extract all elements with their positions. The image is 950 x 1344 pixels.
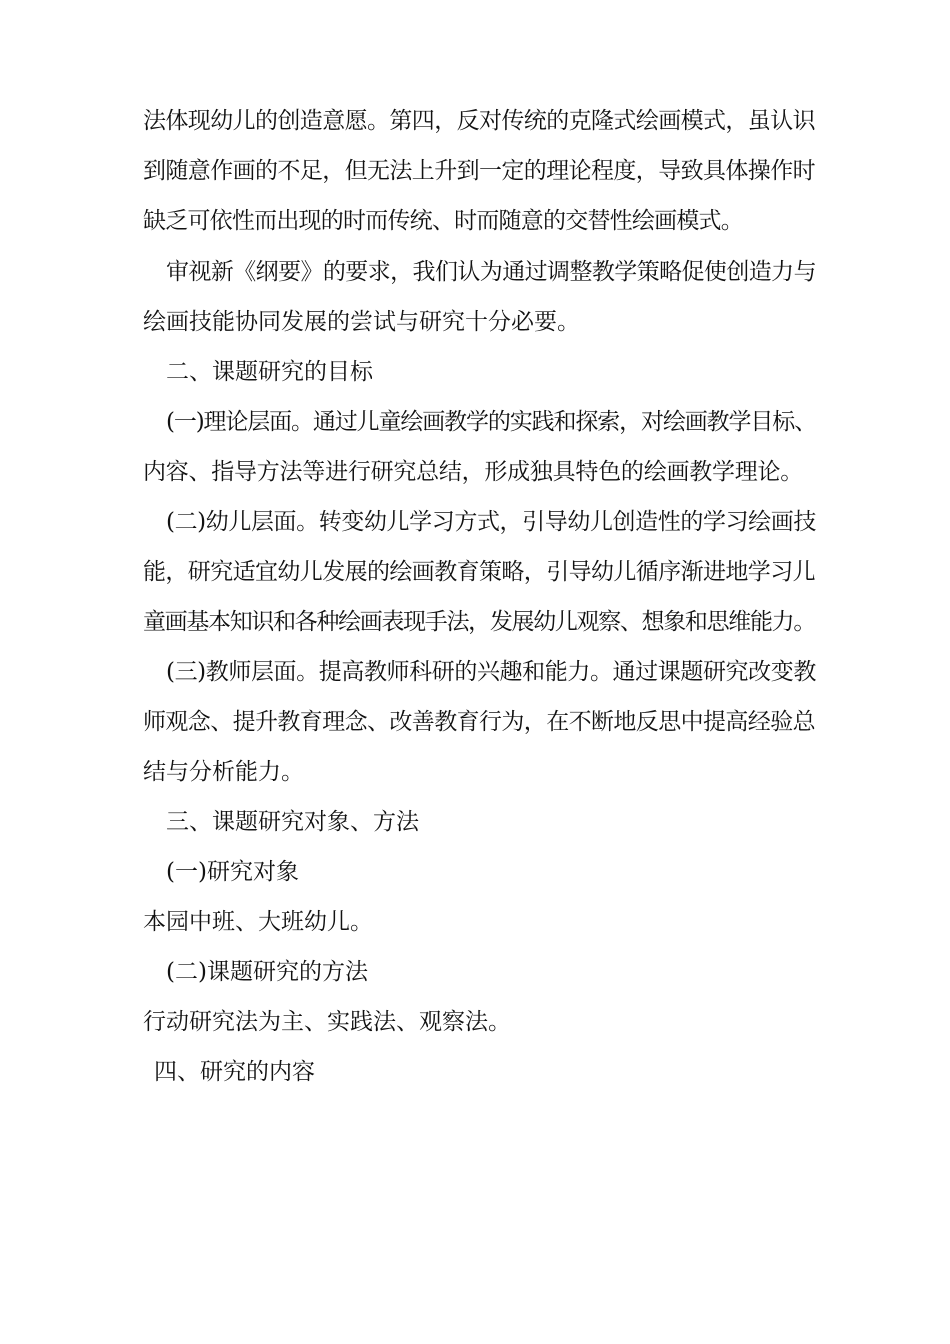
text-line: (二)幼儿层面。转变幼儿学习方式，引导幼儿创造性的学习绘画技 [166,509,816,535]
section-heading: 四、研究的内容 [154,1059,315,1085]
text-line: 行动研究法为主、实践法、观察法。 [143,1009,511,1035]
text-line: 师观念、提升教育理念、改善教育行为，在不断地反思中提高经验总 [143,709,816,735]
text-line: (一)理论层面。通过儿童绘画教学的实践和探索，对绘画教学目标、 [166,409,816,435]
text-line: 结与分析能力。 [143,759,304,785]
text-line: 到随意作画的不足，但无法上升到一定的理论程度，导致具体操作时 [143,158,816,184]
text-line: 缺乏可依性而出现的时而传统、时而随意的交替性绘画模式。 [143,208,744,234]
text-line: 绘画技能协同发展的尝试与研究十分必要。 [143,309,580,335]
section-heading: 三、课题研究对象、方法 [166,809,419,835]
text-line: 审视新《纲要》的要求，我们认为通过调整教学策略促使创造力与 [166,259,817,285]
text-line: 能，研究适宜幼儿发展的绘画教育策略，引导幼儿循序渐进地学习儿 [143,559,816,585]
text-line: 童画基本知识和各种绘画表现手法，发展幼儿观察、想象和思维能力。 [143,609,816,635]
text-line: 本园中班、大班幼儿。 [143,909,373,935]
text-line: 内容、指导方法等进行研究总结，形成独具特色的绘画教学理论。 [143,459,803,485]
text-line: 法体现幼儿的创造意愿。第四，反对传统的克隆式绘画模式，虽认识 [143,108,816,134]
sub-heading: (二)课题研究的方法 [166,959,368,985]
text-line: (三)教师层面。提高教师科研的兴趣和能力。通过课题研究改变教 [166,659,816,685]
sub-heading: (一)研究对象 [166,859,299,885]
section-heading: 二、课题研究的目标 [166,359,373,385]
